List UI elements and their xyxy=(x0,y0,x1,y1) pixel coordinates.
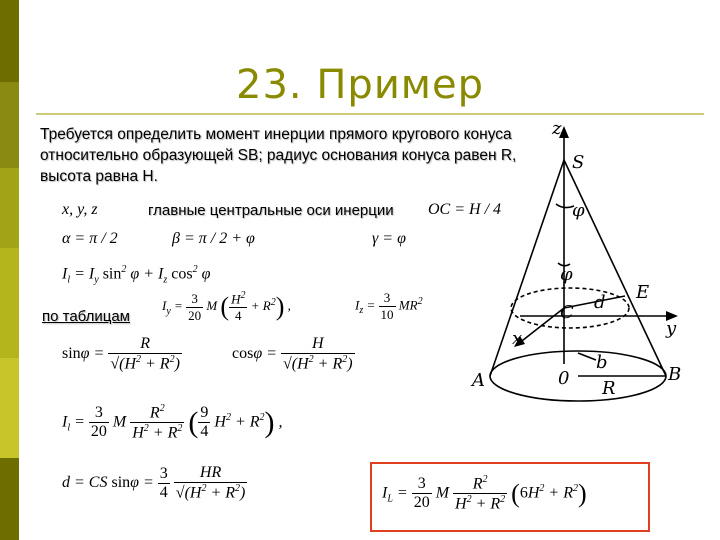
gamma-formula: γ = φ xyxy=(372,230,406,247)
b-line xyxy=(578,353,596,360)
axes-vars: x, y, z xyxy=(62,201,98,218)
label-O: 0 xyxy=(558,368,570,389)
beta-formula: β = π / 2 + φ xyxy=(172,230,255,247)
label-b: b xyxy=(596,352,608,373)
answer-formula: $I_L$ = $\frac{3}{20}$ M $\frac{R^2}{H^2 + R^2}$ $(6H^2 + R^2)$ xyxy=(382,474,587,513)
sidebar-band xyxy=(0,168,19,248)
axes-label: главные центральные оси инерции xyxy=(148,202,394,219)
x-axis xyxy=(518,308,564,344)
d-formula: d = CS sinφ = $\frac{3}{4}$ $\frac{HR}{√(H^2 + R^2)}$ xyxy=(62,464,246,502)
slide-title: 23. Пример xyxy=(236,62,484,108)
label-x: x xyxy=(512,328,523,349)
label-y: y xyxy=(666,318,677,339)
il-general-formula: $I_l = I_y$ $\sin^2 \varphi + I_z$ $\cos^2 \varphi$ xyxy=(62,264,211,286)
label-R: R xyxy=(602,378,616,399)
title-rule xyxy=(36,113,704,115)
alpha-formula: α = π / 2 xyxy=(62,230,118,247)
cone-side-right xyxy=(564,160,666,376)
il-result-formula: $I_l$ = $\frac{3}{20}$ M $\frac{R^2}{H^2 + R^2}$ ( $\frac{9}{4}$ $H^2 + R^2$) , xyxy=(62,403,283,442)
sidebar-band xyxy=(0,458,19,540)
label-phi-mid: φ xyxy=(560,264,573,285)
problem-text: Требуется определить момент инерции прямого кругового конуса относительно образующей SB; радиус основания конуса равен R, высота равна H. xyxy=(40,126,517,185)
iy-formula: $I_y$ = $\frac{3}{20}$ M ( $\frac{H^2}{4}$ + $R^2$) , xyxy=(162,290,291,324)
label-E: E xyxy=(636,282,650,303)
cos-phi-formula: cosφ = $\frac{H}{√(H^2 + R^2)}$ xyxy=(232,335,353,373)
by-table-label: по таблицам xyxy=(42,308,130,325)
oc-formula: OC = H / 4 xyxy=(428,201,502,218)
sidebar-band xyxy=(0,358,19,458)
sidebar-band xyxy=(0,248,19,358)
label-d: d xyxy=(594,292,606,313)
label-z: z xyxy=(552,118,562,139)
label-C: C xyxy=(560,302,574,323)
sin-phi-formula: sinφ = $\frac{R}{√(H^2 + R^2)}$ xyxy=(62,335,180,373)
iz-formula: $I_z$ = $\frac{3}{10}$ $MR^2$ xyxy=(355,290,423,322)
answer-box xyxy=(370,462,650,532)
label-phi-top: φ xyxy=(572,200,585,221)
label-S: S xyxy=(572,152,585,173)
cone-figure xyxy=(460,118,700,408)
label-B: B xyxy=(668,364,682,385)
label-A: A xyxy=(472,370,485,391)
cone-side-left xyxy=(490,160,564,376)
